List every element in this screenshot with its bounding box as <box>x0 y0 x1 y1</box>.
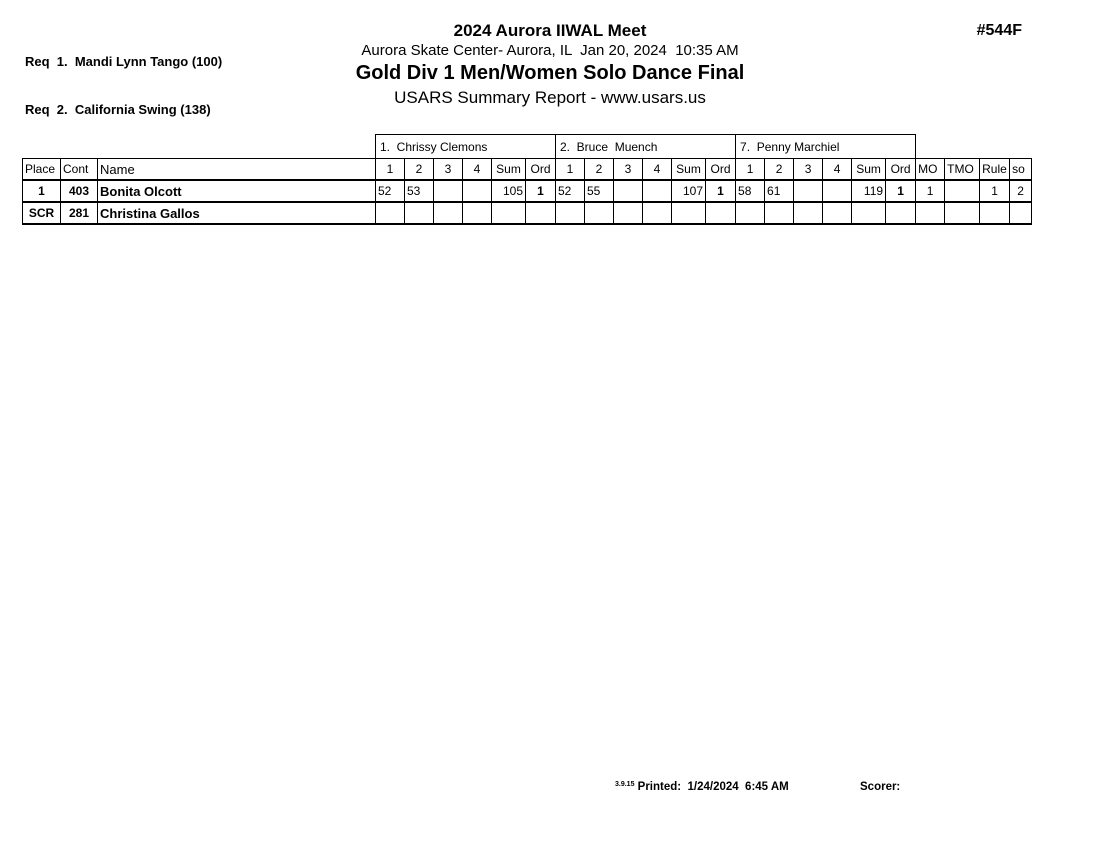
j1-mark-1: 52 <box>376 180 405 202</box>
place-cell: SCR <box>23 202 61 224</box>
title-block <box>0 21 1100 110</box>
col-j1-ord: Ord <box>526 159 556 181</box>
col-j3-ord: Ord <box>886 159 916 181</box>
j1-sum: 105 <box>492 180 526 202</box>
mo-cell <box>916 202 945 224</box>
tmo-cell <box>945 180 980 202</box>
meet-title: 2024 Aurora IIWAL Meet <box>453 21 647 40</box>
j3-mark-1: 58 <box>736 180 765 202</box>
judge-3-name: 7. Penny Marchiel <box>736 135 916 159</box>
printed-label: Printed: 1/24/2024 6:45 AM <box>634 781 789 793</box>
skater-name: Bonita Olcott <box>98 180 376 202</box>
col-j2-sum: Sum <box>672 159 706 181</box>
j2-mark-1 <box>556 202 585 224</box>
j2-mark-4 <box>643 180 672 202</box>
col-j2-m3: 3 <box>614 159 643 181</box>
venue-date-line: Aurora Skate Center- Aurora, IL Jan 20, 2024 10:35 AM <box>361 42 739 59</box>
j1-mark-4 <box>463 180 492 202</box>
skater-name: Christina Gallos <box>98 202 376 224</box>
j1-mark-2: 53 <box>405 180 434 202</box>
col-j3-m2: 2 <box>765 159 794 181</box>
col-j1-sum: Sum <box>492 159 526 181</box>
j3-mark-3 <box>794 180 823 202</box>
judges-row-spacer <box>23 135 376 159</box>
j2-ord <box>706 202 736 224</box>
j1-mark-4 <box>463 202 492 224</box>
col-j1-m1: 1 <box>376 159 405 181</box>
req-line-1: Req 1. Mandi Lynn Tango (100) <box>25 54 223 69</box>
j1-mark-3 <box>434 202 463 224</box>
event-number: #544F <box>976 22 1022 39</box>
col-j2-m2: 2 <box>585 159 614 181</box>
rule-cell <box>980 202 1010 224</box>
col-j1-m2: 2 <box>405 159 434 181</box>
col-j3-sum: Sum <box>852 159 886 181</box>
j1-ord <box>526 202 556 224</box>
scorer-label: Scorer: <box>860 781 901 793</box>
j3-mark-4 <box>823 202 852 224</box>
col-cont: Cont <box>61 159 98 181</box>
col-j2-m4: 4 <box>643 159 672 181</box>
j2-sum: 107 <box>672 180 706 202</box>
printed-line <box>615 781 789 793</box>
j1-mark-1 <box>376 202 405 224</box>
j3-ord <box>886 202 916 224</box>
judge-1-name: 1. Chrissy Clemons <box>376 135 556 159</box>
j3-mark-2: 61 <box>765 180 794 202</box>
place-cell: 1 <box>23 180 61 202</box>
col-place: Place <box>23 159 61 181</box>
j2-sum <box>672 202 706 224</box>
cont-cell: 403 <box>61 180 98 202</box>
j2-mark-2 <box>585 202 614 224</box>
col-j3-m4: 4 <box>823 159 852 181</box>
j1-sum <box>492 202 526 224</box>
tmo-cell <box>945 202 980 224</box>
software-version: 3.9.15 <box>615 781 635 788</box>
results-table-wrap <box>22 134 1032 225</box>
col-j3-m1: 1 <box>736 159 765 181</box>
col-j2-ord: Ord <box>706 159 736 181</box>
j3-mark-3 <box>794 202 823 224</box>
j1-mark-3 <box>434 180 463 202</box>
j2-mark-2: 55 <box>585 180 614 202</box>
j2-mark-1: 52 <box>556 180 585 202</box>
result-row-2 <box>23 202 1032 224</box>
judges-row-right-spacer <box>916 135 1032 159</box>
col-name: Name <box>98 159 376 181</box>
j2-mark-4 <box>643 202 672 224</box>
column-header-row <box>23 159 1032 181</box>
col-so: so <box>1010 159 1032 181</box>
col-tmo: TMO <box>945 159 980 181</box>
j3-ord: 1 <box>886 180 916 202</box>
j3-mark-4 <box>823 180 852 202</box>
col-j1-m4: 4 <box>463 159 492 181</box>
so-cell: 2 <box>1010 180 1032 202</box>
j2-ord: 1 <box>706 180 736 202</box>
judge-2-name: 2. Bruce Muench <box>556 135 736 159</box>
result-row-1 <box>23 180 1032 202</box>
col-j1-m3: 3 <box>434 159 463 181</box>
j3-mark-1 <box>736 202 765 224</box>
j3-sum <box>852 202 886 224</box>
col-j2-m1: 1 <box>556 159 585 181</box>
so-cell <box>1010 202 1032 224</box>
mo-cell: 1 <box>916 180 945 202</box>
report-type-line: USARS Summary Report - www.usars.us <box>394 88 706 107</box>
j2-mark-3 <box>614 180 643 202</box>
results-table <box>22 134 1032 225</box>
col-rule: Rule <box>980 159 1010 181</box>
req-line-2: Req 2. California Swing (138) <box>25 102 211 117</box>
j1-ord: 1 <box>526 180 556 202</box>
j3-mark-2 <box>765 202 794 224</box>
judges-row <box>23 135 1032 159</box>
col-mo: MO <box>916 159 945 181</box>
cont-cell: 281 <box>61 202 98 224</box>
j2-mark-3 <box>614 202 643 224</box>
col-j3-m3: 3 <box>794 159 823 181</box>
rule-cell: 1 <box>980 180 1010 202</box>
j1-mark-2 <box>405 202 434 224</box>
j3-sum: 119 <box>852 180 886 202</box>
event-title: Gold Div 1 Men/Women Solo Dance Final <box>355 62 745 84</box>
